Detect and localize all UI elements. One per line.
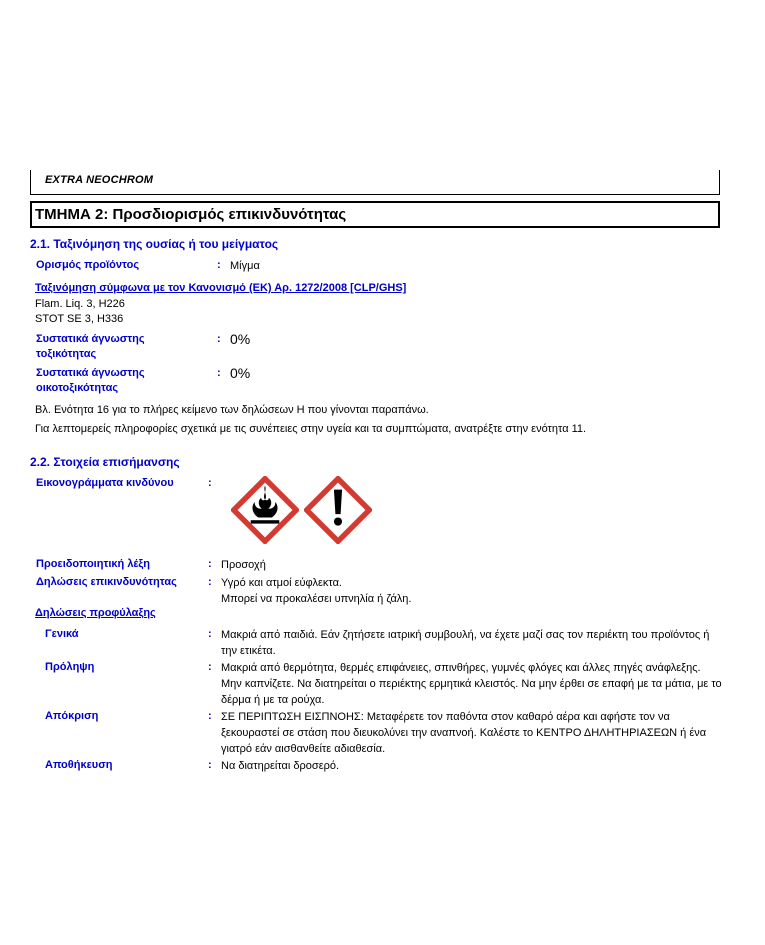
precautionary-storage-row (45, 758, 722, 774)
document-header-box (30, 170, 720, 195)
product-name: EXTRA NEOCHROM (45, 174, 154, 186)
colon: : (208, 710, 212, 722)
unknown-ecotoxicity-value: 0% (230, 365, 251, 381)
product-definition-value: Μίγμα (230, 260, 260, 272)
precautionary-prevention-row (45, 660, 722, 708)
classification-item: Flam. Liq. 3, H226 (35, 298, 125, 310)
colon: : (208, 558, 212, 570)
subsection-2-1-heading: 2.1. Ταξινόμηση της ουσίας ή του μείγματος (30, 237, 279, 251)
section-title-bar (30, 201, 720, 228)
signal-word-row (36, 557, 722, 573)
precautionary-prevention-label: Πρόληψη (45, 661, 95, 673)
unknown-toxicity-row (36, 332, 722, 362)
classification-heading: Ταξινόμηση σύμφωνα με τον Κανονισμό (ΕΚ) Αρ. 1272/2008 [CLP/GHS] (35, 282, 407, 294)
colon: : (217, 333, 221, 345)
precautionary-response-text: ΣΕ ΠΕΡΙΠΤΩΣΗ ΕΙΣΠΝΟΗΣ: Μεταφέρετε τον παθόντα στον καθαρό αέρα και αφήστε τον να ξεκουραστεί σε στάση που διευκολύνει την αναπνοή. Καλέστε το ΚΕΝΤΡΟ ΔΗΛΗΤΗΡΙΑΣΕΩΝ ή ένα γιατρό εάν αισθανθείτε αδιαθεσία. (221, 711, 707, 755)
precautionary-response-row (45, 709, 722, 757)
unknown-ecotoxicity-row (36, 366, 722, 396)
precautionary-general-label: Γενικά (45, 628, 79, 640)
flame-icon (231, 476, 299, 544)
subsection-2-2-heading: 2.2. Στοιχεία επισήμανσης (30, 455, 180, 469)
hazard-statement: Υγρό και ατμοί εύφλεκτα. (221, 577, 342, 589)
section-content (30, 238, 722, 774)
classification-item: STOT SE 3, H336 (35, 313, 124, 325)
hazard-statement: Μπορεί να προκαλέσει υπνηλία ή ζάλη. (221, 593, 412, 605)
hazard-pictograms-row (36, 476, 722, 544)
hazard-statements-value (221, 575, 722, 607)
precautionary-general-text: Μακριά από παιδιά. Εάν ζητήσετε ιατρική συμβουλή, να έχετε μαζί σας τον περιέκτη του προϊόντος ή την ετικέτα. (221, 629, 710, 657)
hazard-pictograms-label: Εικονογράμματα κινδύνου (36, 477, 174, 489)
colon: : (208, 628, 212, 640)
product-definition-label: Ορισμός προϊόντος (36, 259, 140, 271)
precautionary-storage-text: Να διατηρείται δροσερό. (221, 760, 340, 772)
unknown-ecotoxicity-label: Συστατικά άγνωστης οικοτοξικότητας (36, 367, 145, 394)
hazard-statements-row (36, 575, 722, 607)
hazard-statements-label: Δηλώσεις επικινδυνότητας (36, 576, 177, 588)
signal-word-value: Προσοχή (221, 559, 266, 571)
colon: : (208, 576, 212, 588)
colon: : (208, 477, 212, 489)
exclamation-mark-icon (304, 476, 372, 544)
section-title: ΤΜΗΜΑ 2: Προσδιορισμός επικινδυνότητας (35, 206, 347, 223)
signal-word-label: Προειδοποιητική λέξη (36, 558, 151, 570)
precautionary-prevention-text: Μακριά από θερμότητα, θερμές επιφάνειες, σπινθήρες, γυμνές φλόγες και άλλες πηγές ανάφλεξης. Μην καπνίζετε. Να διατηρείται ο περιέκτης ερμητικά κλειστός. Να μην έρθει σε επαφή με τα μάτια, με το δέρμα ή με τα ρούχα. (221, 662, 722, 706)
h-statements-note: Βλ. Ενότητα 16 για το πλήρες κείμενο των δηλώσεων Η που γίνονται παραπάνω. (35, 404, 429, 416)
colon: : (217, 259, 221, 271)
colon: : (208, 759, 212, 771)
precautionary-general-row (45, 627, 722, 659)
product-definition-row (36, 258, 722, 274)
colon: : (217, 367, 221, 379)
colon: : (208, 661, 212, 673)
precautionary-storage-label: Αποθήκευση (45, 759, 113, 771)
precautionary-response-label: Απόκριση (45, 710, 99, 722)
unknown-toxicity-value: 0% (230, 331, 251, 347)
details-note: Για λεπτομερείς πληροφορίες σχετικά με τις συνέπειες στην υγεία και τα συμπτώματα, ανατρέξτε στην ενότητα 11. (35, 423, 587, 435)
precautionary-heading: Δηλώσεις προφύλαξης (35, 607, 156, 619)
unknown-toxicity-label: Συστατικά άγνωστης τοξικότητας (36, 333, 145, 360)
hazard-pictograms (221, 476, 722, 544)
